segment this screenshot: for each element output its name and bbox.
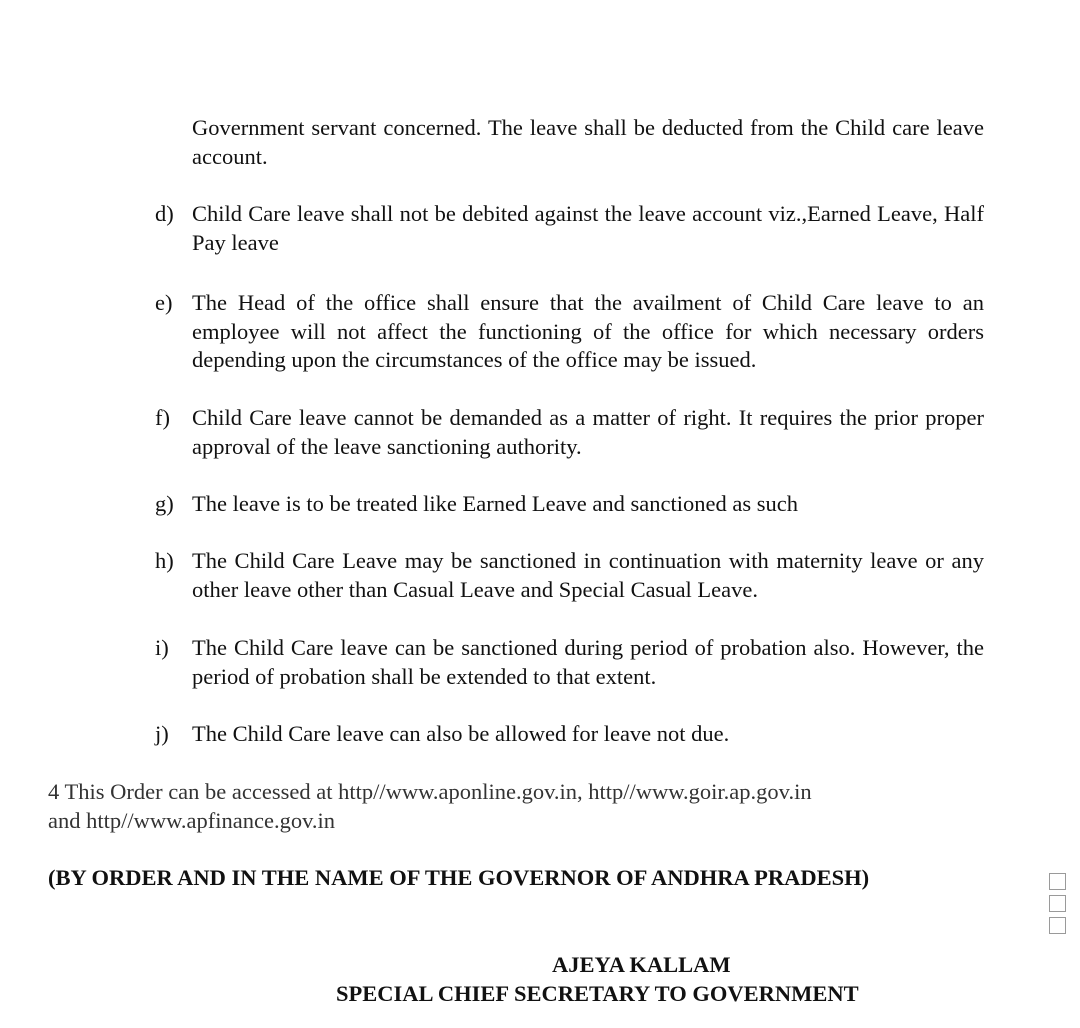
list-item-letter: h)	[155, 548, 174, 573]
continuation-paragraph: Government servant concerned. The leave shall be deducted from the Child care leave account.	[192, 115, 984, 169]
access-line-2: and http//www.apfinance.gov.in	[48, 808, 336, 833]
side-box-2[interactable]	[1049, 895, 1066, 912]
side-box-1[interactable]	[1049, 873, 1066, 890]
list-item-text: The Child Care Leave may be sanctioned in continuation with maternity leave or any other leave other than Casual Leave and Special Casual Leave.	[192, 548, 984, 602]
list-item-text: Child Care leave cannot be demanded as a matter of right. It requires the prior proper approval of the leave sanctioning authority.	[192, 405, 984, 459]
side-controls	[1049, 873, 1069, 939]
signatory-title: SPECIAL CHIEF SECRETARY TO GOVERNMENT	[336, 981, 859, 1006]
signatory-name: AJEYA KALLAM	[552, 952, 731, 977]
list-item-letter: j)	[155, 721, 169, 746]
list-item-letter: i)	[155, 635, 169, 660]
list-item-text: Child Care leave shall not be debited against the leave account viz.,Earned Leave, Half Pay leave	[192, 201, 984, 255]
list-item-text: The leave is to be treated like Earned Leave and sanctioned as such	[192, 491, 798, 516]
list-item-text: The Child Care leave can also be allowed for leave not due.	[192, 721, 730, 746]
access-line-1: 4 This Order can be accessed at http//www.aponline.gov.in, http//www.goir.ap.gov.in	[48, 779, 812, 804]
list-item-letter: d)	[155, 201, 174, 226]
access-paragraph	[48, 777, 918, 835]
side-box-3[interactable]	[1049, 917, 1066, 934]
list-item-text: The Child Care leave can be sanctioned during period of probation also. However, the period of probation shall be extended to that extent.	[192, 635, 984, 689]
list-item-text: The Head of the office shall ensure that the availment of Child Care leave to an employee will not affect the functioning of the office for which necessary orders depending upon the circumstances of the office may be issued.	[192, 290, 984, 373]
order-statement: (BY ORDER AND IN THE NAME OF THE GOVERNOR OF ANDHRA PRADESH)	[48, 865, 870, 890]
list-item-letter: g)	[155, 491, 174, 516]
list-item-letter: e)	[155, 290, 173, 315]
list-item-letter: f)	[155, 405, 170, 430]
